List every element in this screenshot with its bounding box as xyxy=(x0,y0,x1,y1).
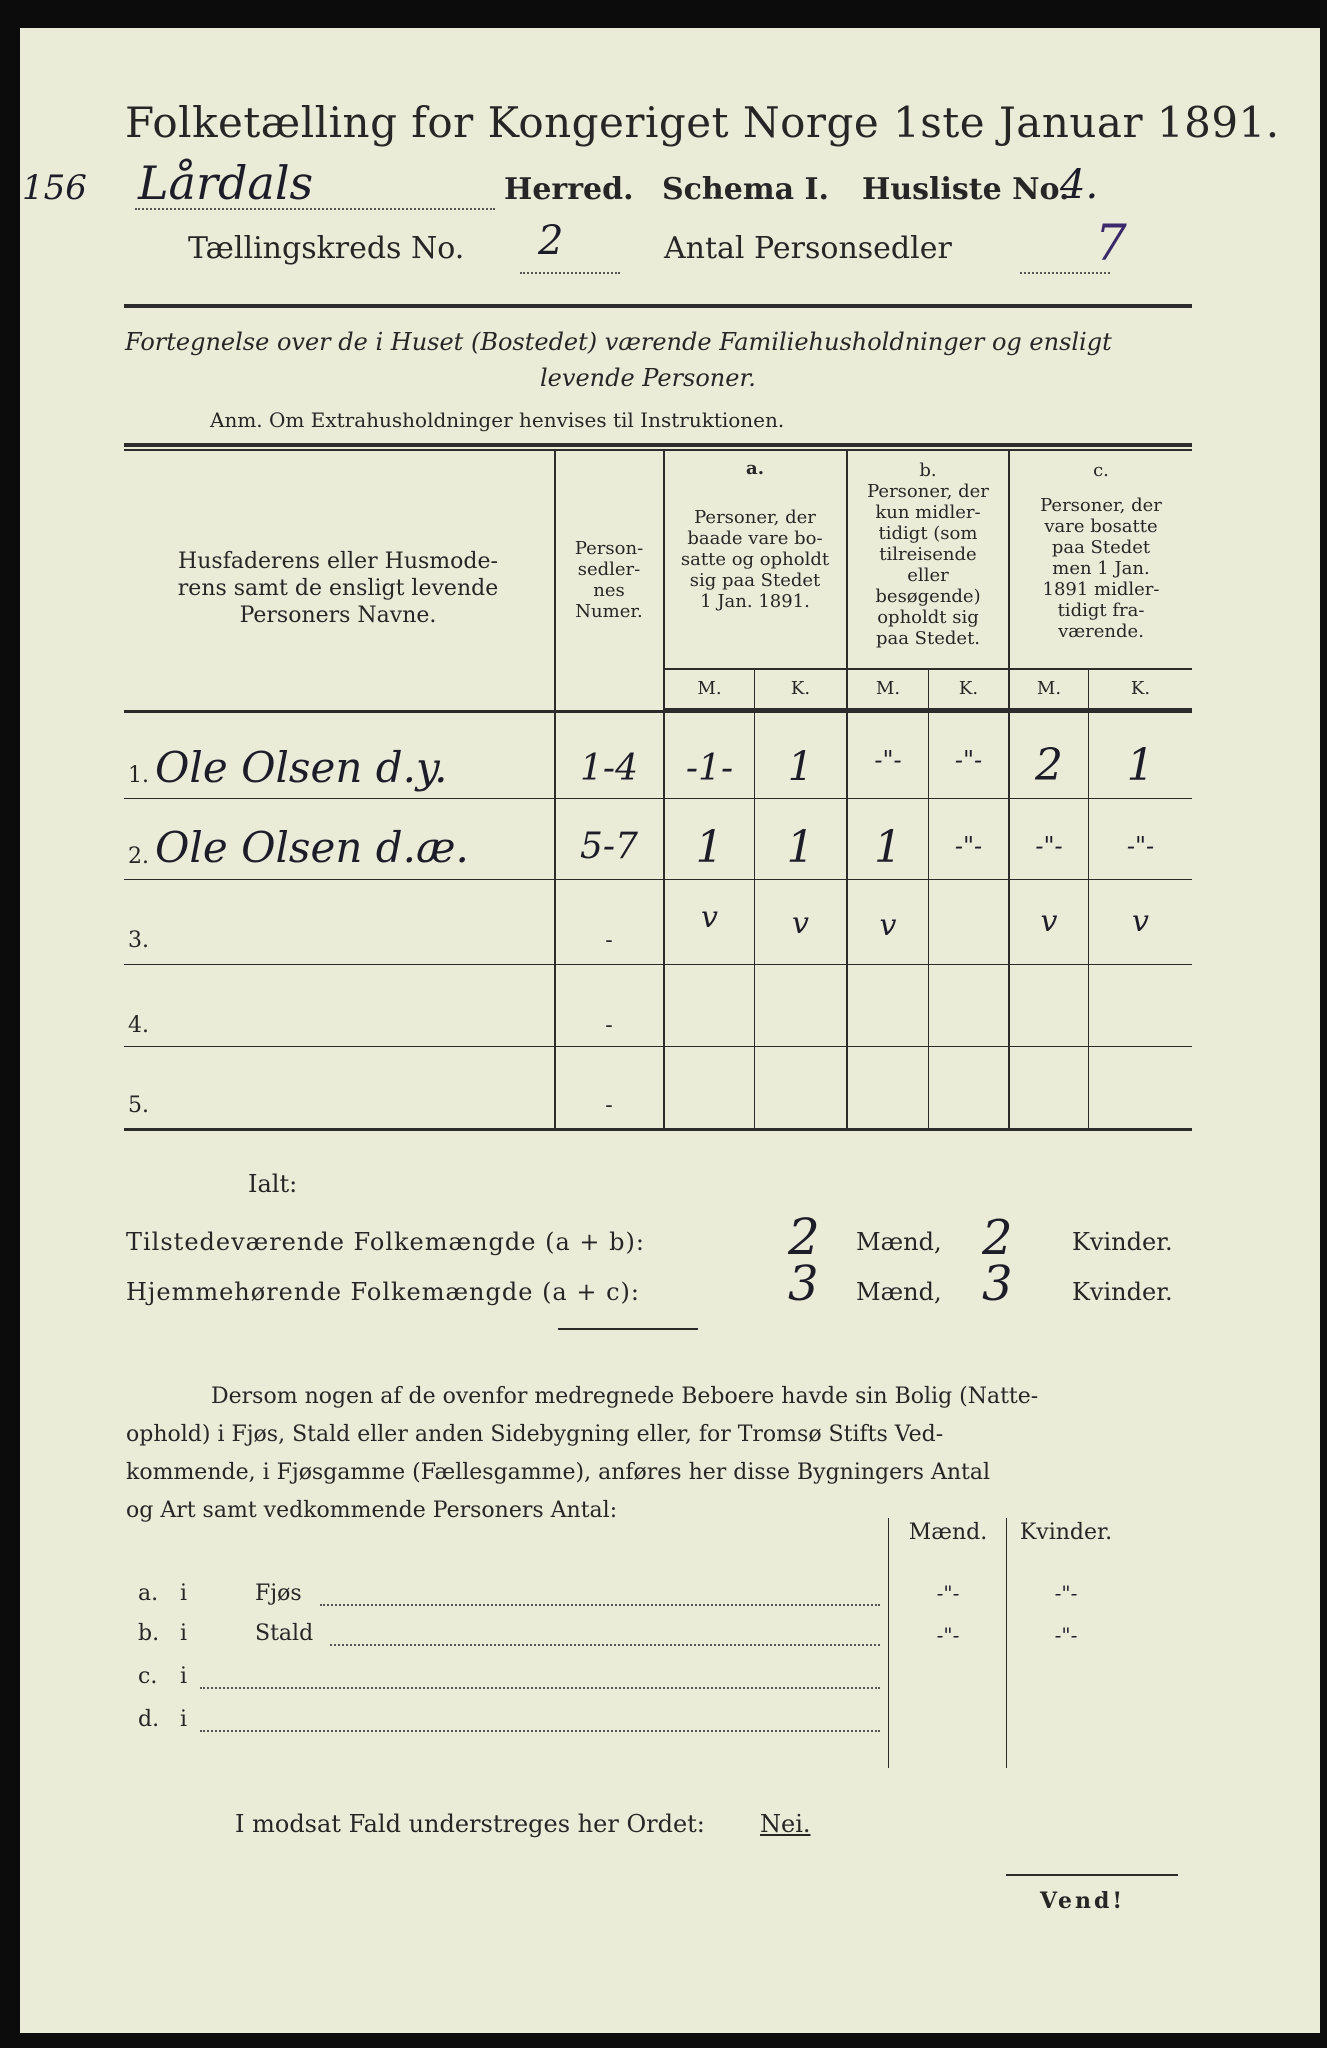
a-m-label: M. xyxy=(697,678,722,699)
tilstede-label: Tilstedeværende Folkemængde (a + b): xyxy=(126,1228,645,1256)
row-1-b-k: -"- xyxy=(954,746,983,774)
row-2-c-k: -"- xyxy=(1126,832,1155,860)
building-a-k: -"- xyxy=(1054,1581,1078,1605)
herred-value: Lårdals xyxy=(138,156,314,210)
building-b-i: i xyxy=(180,1621,188,1646)
row-3-a-m: v xyxy=(701,900,718,935)
building-b-k: -"- xyxy=(1054,1623,1078,1647)
modsat-text: I modsat Fald understreges her Ordet: xyxy=(235,1810,705,1838)
row-1-a-k: 1 xyxy=(787,744,814,790)
margin-note: 156 xyxy=(22,168,87,208)
antal-label: Antal Personsedler xyxy=(664,231,952,266)
row-2-personsedler: 5-7 xyxy=(580,826,638,867)
row-5-personsedler: - xyxy=(605,1093,613,1118)
buildings-paragraph: Dersom nogen af de ovenfor medregnede Beboere havde sin Bolig (Natte- ophold) i Fjøs, Stald eller anden Sidebygning eller, for Tromsø Stifts Ved- kommende, i Fjøsgamme (Fællesgamme), anføres her disse Bygningers Antal og Art samt vedkommende Personers Antal: xyxy=(126,1384,1039,1523)
building-d-letter: d. xyxy=(138,1707,160,1732)
building-c-letter: c. xyxy=(138,1664,158,1689)
b-k-label: K. xyxy=(958,678,979,699)
census-form-page xyxy=(20,28,1320,2033)
anm-note: Anm. Om Extrahusholdninger henvises til Instruktionen. xyxy=(210,408,785,432)
tilstede-k-value: 2 xyxy=(982,1210,1013,1266)
row-3-b-m: v xyxy=(879,908,897,943)
row-4-number: 4. xyxy=(128,1013,149,1038)
row-3-c-m: v xyxy=(1040,904,1058,939)
buildings-col-maend: Mænd. xyxy=(908,1520,988,1545)
hjemme-k-value: 3 xyxy=(982,1256,1013,1312)
row-3-personsedler: - xyxy=(605,928,613,953)
row-5-number: 5. xyxy=(128,1093,149,1118)
hjemme-kvinder: Kvinder. xyxy=(1072,1278,1173,1306)
row-1-a-m: -1- xyxy=(685,748,734,789)
row-3-c-k: v xyxy=(1132,904,1149,939)
tilstede-m-value: 2 xyxy=(788,1208,820,1266)
row-2-a-m: 1 xyxy=(695,822,724,873)
schema-label: Schema I. xyxy=(662,172,829,207)
row-1-c-k: 1 xyxy=(1126,740,1155,791)
row-2-a-k: 1 xyxy=(786,822,815,873)
building-b-m: -"- xyxy=(936,1623,960,1647)
row-2-b-m: 1 xyxy=(874,822,902,873)
husliste-value: 4. xyxy=(1060,162,1099,208)
hjemme-label: Hjemmehørende Folkemængde (a + c): xyxy=(126,1278,640,1306)
building-b-letter: b. xyxy=(138,1621,160,1646)
building-c-i: i xyxy=(180,1664,188,1689)
row-2-name: Ole Olsen d.æ. xyxy=(155,823,469,872)
c-k-label: K. xyxy=(1130,678,1151,699)
c-m-label: M. xyxy=(1036,678,1062,699)
row-4-personsedler: - xyxy=(605,1013,613,1038)
building-d-i: i xyxy=(180,1707,188,1732)
vend-text: Vend! xyxy=(1040,1888,1126,1914)
subtitle-line2: levende Personer. xyxy=(540,364,756,392)
row-2-b-k: -"- xyxy=(954,832,983,860)
building-a-m: -"- xyxy=(936,1581,960,1605)
col-header-name: Husfaderens eller Husmode- rens samt de ensligt levende Personers Navne. xyxy=(177,549,499,628)
a-k-label: K. xyxy=(790,678,811,699)
building-a-name: Fjøs xyxy=(255,1581,302,1606)
col-header-a: a. Personer, der baade vare bo- satte og opholdt sig paa Stedet 1 Jan. 1891. xyxy=(680,458,830,612)
building-b-name: Stald xyxy=(255,1621,314,1646)
husliste-label: Husliste No. xyxy=(862,172,1070,207)
antal-value: 7 xyxy=(1095,214,1127,272)
nei-word: Nei. xyxy=(760,1810,811,1838)
subtitle-line1: Fortegnelse over de i Huset (Bostedet) værende Familiehusholdninger og ensligt xyxy=(125,328,1112,356)
row-1-number: 1. xyxy=(128,763,149,788)
kreds-value: 2 xyxy=(538,218,564,264)
herred-label: Herred. xyxy=(504,172,634,207)
kreds-label: Tællingskreds No. xyxy=(188,231,465,266)
buildings-col-kvinder: Kvinder. xyxy=(1019,1520,1113,1545)
b-m-label: M. xyxy=(875,678,901,699)
row-1-personsedler: 1-4 xyxy=(580,748,638,789)
row-2-c-m: -"- xyxy=(1035,832,1063,860)
tilstede-maend: Mænd, xyxy=(856,1228,942,1256)
ialt-label: Ialt: xyxy=(248,1170,298,1198)
hjemme-m-value: 3 xyxy=(788,1256,819,1312)
row-3-number: 3. xyxy=(128,928,149,953)
form-title: Folketælling for Kongeriget Norge 1ste Januar 1891. xyxy=(125,98,1280,147)
col-header-number: Person- sedler- nes Numer. xyxy=(574,538,644,622)
row-2-number: 2. xyxy=(128,844,149,869)
building-a-i: i xyxy=(180,1581,188,1606)
row-1-name: Ole Olsen d.y. xyxy=(155,743,448,792)
col-header-b: b. Personer, der kun midler- tidigt (som tilreisende eller besøgende) opholdt sig paa Stedet. xyxy=(867,460,989,649)
tilstede-kvinder: Kvinder. xyxy=(1072,1228,1173,1256)
row-3-a-k: v xyxy=(792,906,809,941)
col-header-c: c. Personer, der vare bosatte paa Stedet men 1 Jan. 1891 midler- tidigt fra- værende. xyxy=(1040,460,1162,642)
section-divider xyxy=(558,1328,698,1330)
building-a-letter: a. xyxy=(138,1581,159,1606)
row-1-c-m: 2 xyxy=(1035,740,1063,791)
hjemme-maend: Mænd, xyxy=(856,1278,942,1306)
row-1-b-m: -"- xyxy=(874,746,902,774)
